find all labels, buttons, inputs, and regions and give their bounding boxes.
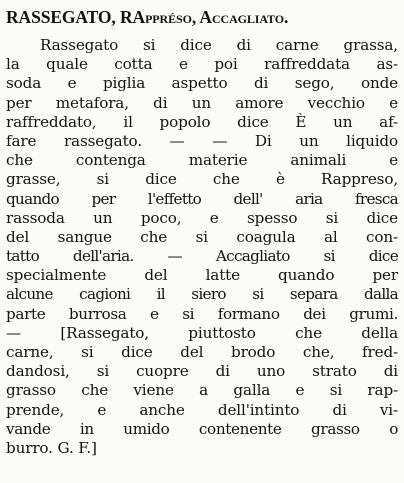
entry-body [6,36,398,458]
entry-line: carne, si dice del brodo che, fred- [6,343,398,361]
entry-line: fare rassegato. — — Di un liquido [6,131,398,150]
heading-rassegato: RASSEGATO, [6,7,120,27]
entry-line: raffreddato, il popolo dice È un af- [6,112,398,131]
heading-accagliato: ccagliato. [211,7,289,27]
entry-line: — [Rassegato, piuttosto che della [6,323,398,342]
entry-line: parte burrosa e si formano dei grumi. [6,304,398,323]
entry-line: dandosi, si cuopre di uno strato di [6,362,398,381]
entry-line: del sangue che si coagula al con- [6,227,398,246]
entry-line: grasse, si dice che è Rappreso, [6,170,398,189]
entry-line: Rassegato si dice di carne grassa, [40,36,398,54]
entry-line: per metafora, di un amore vecchio e [6,93,398,112]
entry-line: specialmente del latte quando per [6,266,398,285]
entry-line: alcune cagioni il siero si separa dalla [6,285,398,304]
entry-line: quando per l'effetto dell' aria fresca [6,189,398,208]
heading-rappreso: Appréso [132,7,192,27]
entry-line: grasso che viene a galla e si rap- [6,381,398,400]
heading-accagliato-initial: A [199,7,212,27]
entry-line: burro. G. F.] [6,438,97,457]
entry-line: la quale cotta e poi raffreddata as- [6,55,398,74]
entry-line: prende, e anche dell'intinto di vi- [6,400,398,419]
entry-line: soda e piglia aspetto di sego, onde [6,74,398,93]
entry-line: rassoda un poco, e spesso si dice [6,208,398,227]
entry-line: che contenga materie animali e [6,151,398,170]
entry-heading [6,6,402,28]
entry-line: tatto dell'aria. — Accagliato si dice [6,247,398,266]
heading-separator: , [191,7,200,27]
heading-rappreso-initial: R [119,7,133,27]
entry-line: vande in umido contenente grasso o [6,419,398,438]
